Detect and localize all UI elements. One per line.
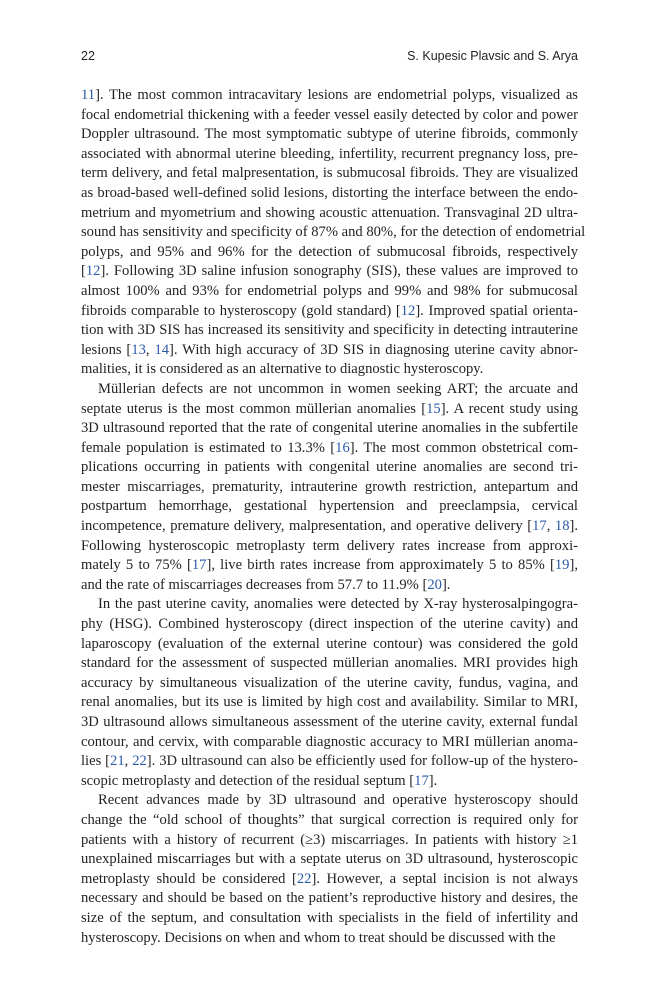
text-line: 3D ultrasound reported that the rate of congenital uterine anomalies in the subfertile xyxy=(81,420,578,437)
text-line: Doppler ultrasound. The most symptomatic subtype of uterine fibroids, commonly xyxy=(81,126,578,143)
text-line: Following hysteroscopic metroplasty term delivery rates increase from approxi- xyxy=(81,537,578,554)
citation-link[interactable]: 17 xyxy=(532,518,547,535)
text-line: accuracy by simultaneous visualization of the uterine cavity, fundus, vagina, and xyxy=(81,674,578,691)
text-line: tion with 3D SIS has increased its sensitivity and specificity in detecting intrauterine xyxy=(81,322,578,339)
text-line: 3D ultrasound allows simultaneous assessment of the uterine cavity, external fundal xyxy=(81,714,578,730)
text-line: malities, it is considered as an alternative to diagnostic hysteroscopy. xyxy=(81,361,484,378)
citation-link[interactable]: 20 xyxy=(427,576,442,593)
paragraph xyxy=(81,380,578,596)
text-line: almost 100% and 93% for endometrial polyps and 99% and 98% for submucosal xyxy=(81,282,578,299)
text-line: sound has sensitivity and specificity of 87% and 80%, for the detection of endometrial xyxy=(81,224,586,241)
text-line: phy (HSG). Combined hysteroscopy (direct inspection of the uterine cavity) and xyxy=(81,616,578,633)
citation-link[interactable]: 13 xyxy=(131,341,146,358)
text-line: septate uterus is the most common müllerian anomalies [15]. A recent study using xyxy=(81,400,578,417)
text-line: renal anomalies, but its use is limited by high cost and availability. Similar to MRI, xyxy=(81,694,578,711)
citation-link[interactable]: 22 xyxy=(132,753,147,770)
citation-link[interactable]: 11 xyxy=(81,87,96,103)
text-line: plications occurring in patients with congenital uterine anomalies are second tri- xyxy=(81,459,578,476)
citation-link[interactable]: 16 xyxy=(335,439,350,456)
citation-link[interactable]: 12 xyxy=(85,263,101,280)
text-line: standard for the assessment of suspected müllerian anomalies. MRI provides high xyxy=(81,655,578,672)
citation-link[interactable]: 22 xyxy=(296,870,312,887)
text-line: as broad-based well-defined solid lesions, distorting the interface between the endo- xyxy=(81,184,578,201)
text-line: In the past uterine cavity, anomalies were detected by X-ray hysterosalpingogra- xyxy=(98,596,578,613)
text-line: laparoscopy (evaluation of the external uterine contour) was considered the gold xyxy=(81,635,578,652)
text-line: incompetence, premature delivery, malpresentation, and operative delivery [17, 18]. xyxy=(81,518,579,535)
text-line: Recent advances made by 3D ultrasound and operative hysteroscopy should xyxy=(98,792,578,809)
paragraph xyxy=(81,86,586,380)
citation-link[interactable]: 17 xyxy=(414,772,429,789)
text-line: [12]. Following 3D saline infusion sonography (SIS), these values are improved to xyxy=(81,263,578,280)
text-line: polyps, and 95% and 96% for the detection of submucosal fibroids, respectively xyxy=(81,243,578,260)
text-line: lesions [13, 14]. With high accuracy of 3D SIS in diagnosing uterine cavity abnor- xyxy=(81,341,578,358)
text-line: 11]. The most common intracavitary lesions are endometrial polyps, visualized as xyxy=(81,87,578,103)
citation-link[interactable]: 12 xyxy=(400,302,416,319)
text-line: mately 5 to 75% [17], live birth rates increase from approximately 5 to 85% [19], xyxy=(81,557,578,574)
text-line: change the “old school of thoughts” that surgical correction is required only for xyxy=(81,811,578,828)
text-line: associated with abnormal uterine bleeding, infertility, recurrent pregnancy loss, pre- xyxy=(81,145,578,162)
text-line: metroplasty should be considered [22]. However, a septal incision is not always xyxy=(81,870,579,887)
text-line: contour, and cervix, with comparable diagnostic accuracy to MRI müllerian anoma- xyxy=(81,733,578,750)
citation-link[interactable]: 15 xyxy=(426,400,441,417)
text-line: lies [21, 22]. 3D ultrasound can also be efficiently used for follow-up of the hystero- xyxy=(81,753,579,770)
body-text xyxy=(81,86,586,948)
text-line: hysteroscopy. Decisions on when and whom to treat should be discussed with the xyxy=(81,929,556,946)
text-line: postpartum hemorrhage, gestational hypertension and preeclampsia, cervical xyxy=(81,498,578,515)
text-line: mester miscarriages, prematurity, intrauterine growth restriction, antepartum and xyxy=(81,478,578,495)
text-line: and the rate of miscarriages decreases from 57.7 to 11.9% [20]. xyxy=(81,576,451,593)
paragraph xyxy=(81,595,578,791)
text-line: focal endometrial thickening with a feeder vessel easily detected by color and power xyxy=(81,106,578,123)
paragraph xyxy=(81,791,578,948)
text-line: patients with a history of recurrent (≥3) miscarriages. In patients with history ≥1 xyxy=(81,831,578,848)
text-line: size of the septum, and consultation with specialists in the field of infertility and xyxy=(81,909,578,926)
running-header xyxy=(81,49,578,69)
text-line: term delivery, and fetal malpresentation, is submucosal fibroids. They are visualized xyxy=(81,165,578,182)
text-line: fibroids comparable to hysteroscopy (gold standard) [12]. Improved spatial orienta- xyxy=(81,302,578,319)
citation-link[interactable]: 14 xyxy=(154,341,170,358)
text-line: unexplained miscarriages but with a septate uterus on 3D ultrasound, hysteroscopic xyxy=(81,851,578,868)
citation-link[interactable]: 18 xyxy=(554,518,570,535)
page-number: 22 xyxy=(81,49,95,63)
text-line: scopic metroplasty and detection of the residual septum [17]. xyxy=(81,772,438,789)
text-line: metrium and myometrium and showing acoustic attenuation. Transvaginal 2D ultra- xyxy=(81,204,578,221)
text-line: female population is estimated to 13.3% [16]. The most common obstetrical com- xyxy=(81,439,578,456)
citation-link[interactable]: 17 xyxy=(191,557,207,574)
text-line: Müllerian defects are not uncommon in women seeking ART; the arcuate and xyxy=(98,380,578,397)
citation-link[interactable]: 21 xyxy=(110,753,125,770)
citation-link[interactable]: 19 xyxy=(554,557,570,574)
running-head-authors: S. Kupesic Plavsic and S. Arya xyxy=(407,49,578,63)
text-line: necessary and should be based on the patient’s reproductive history and desires, the xyxy=(81,890,578,907)
